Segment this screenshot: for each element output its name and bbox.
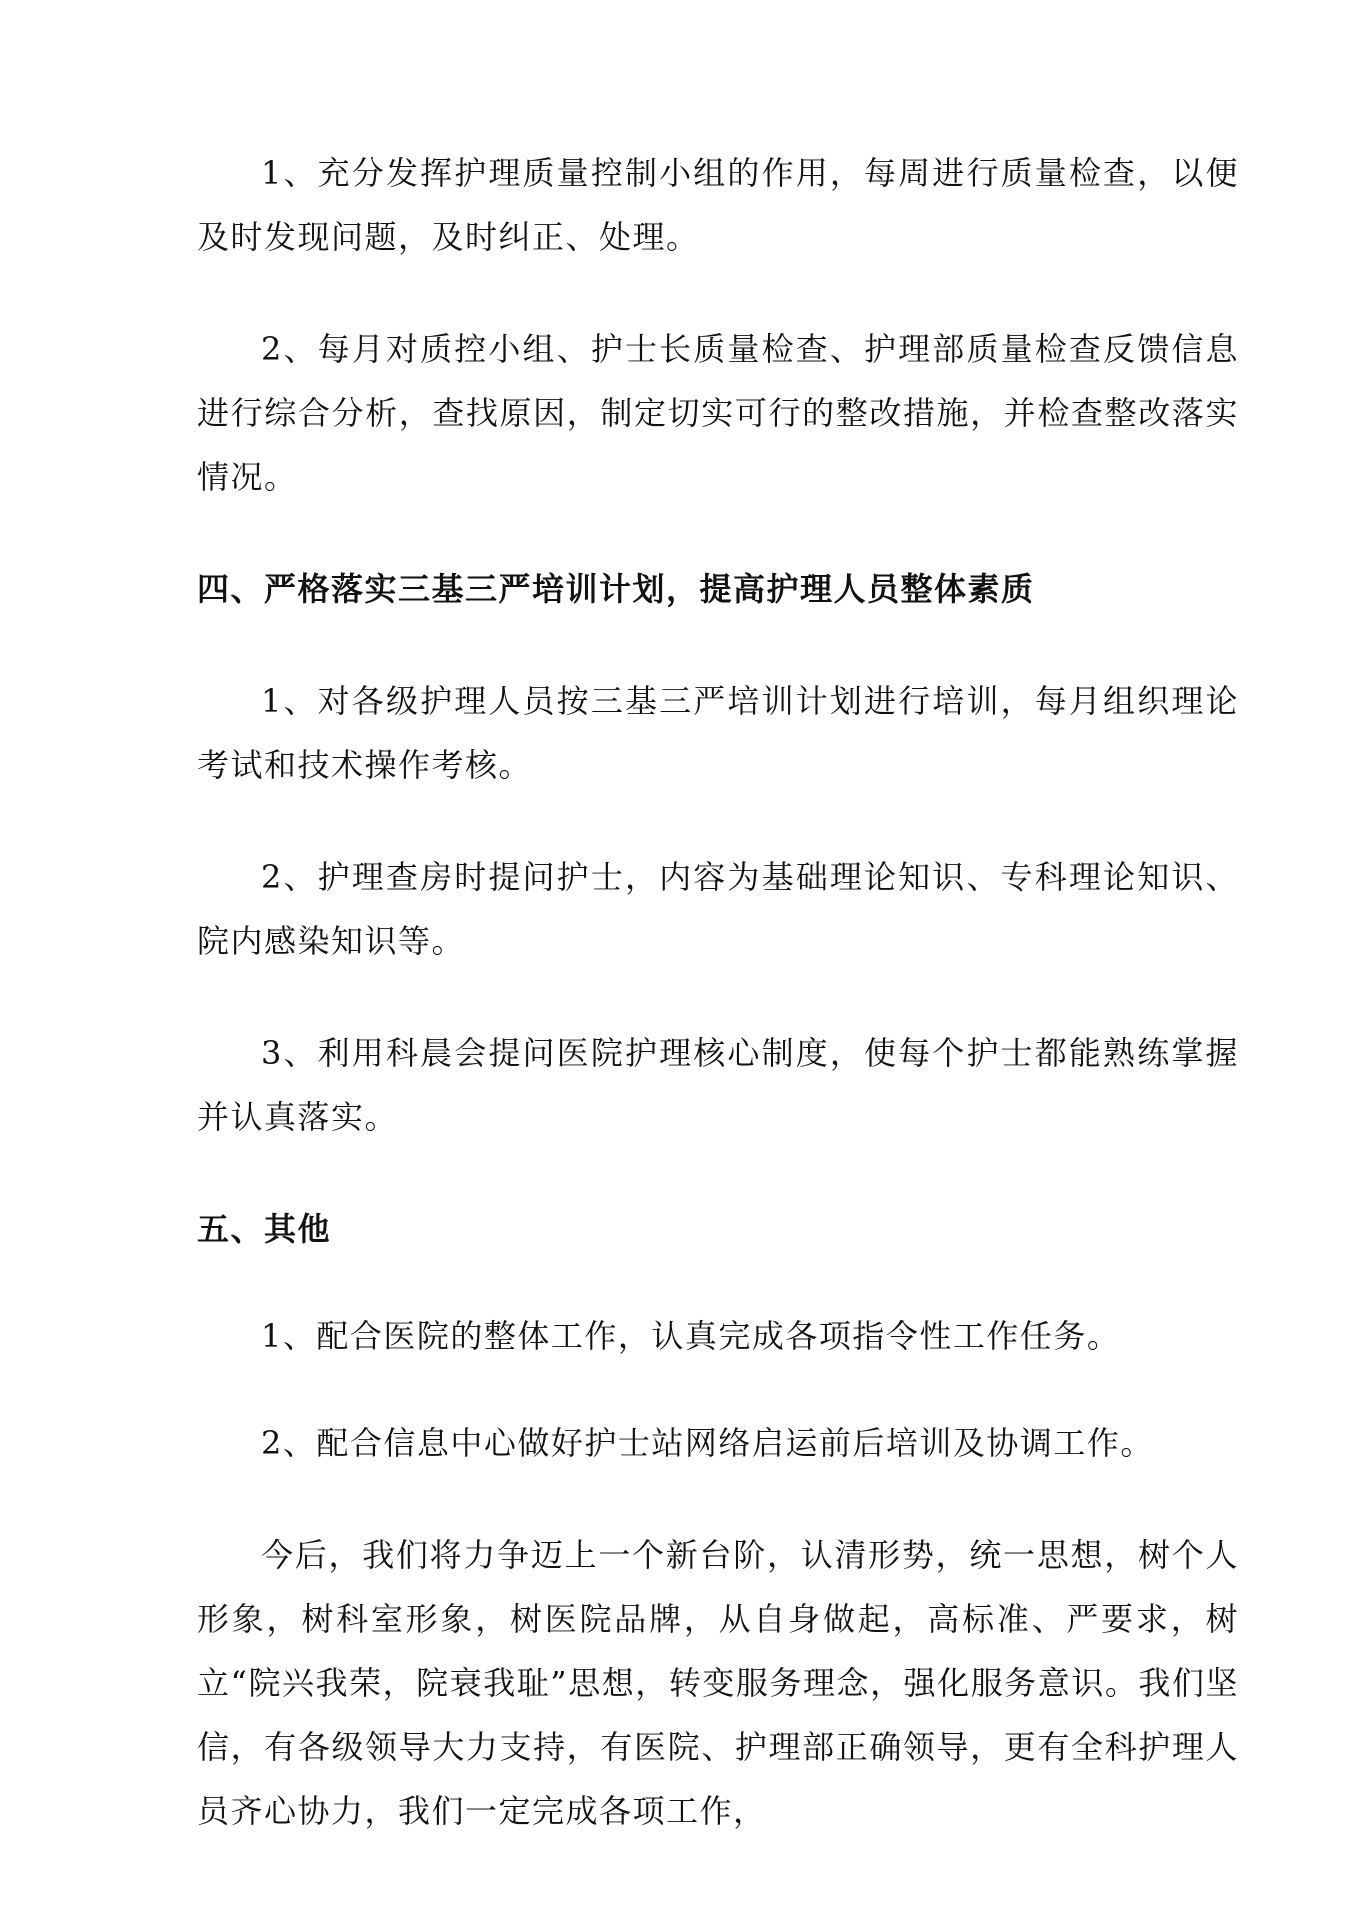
paragraph-quality-control-group: 1、充分发挥护理质量控制小组的作用，每周进行质量检查，以便及时发现问题，及时纠正、处理。 [197,154,1239,256]
paragraph-future-outlook: 今后，我们将力争迈上一个新台阶，认清形势，统一思想，树个人形象，树科室形象，树医院品牌，从自身做起，高标准、严要求，树立“院兴我荣，院衰我耻”思想，转变服务理念，强化服务意识。我们坚信，有各级领导大力支持，有医院、护理部正确领导，更有全科护理人员齐心协力，我们一定完成各项工作， [197,1536,1239,1830]
paragraph-info-center: 2、配合信息中心做好护士站网络启运前后培训及协调工作。 [261,1424,1154,1462]
section-heading-four: 四、严格落实三基三严培训计划，提高护理人员整体素质 [197,570,1035,608]
paragraph-hospital-cooperation: 1、配合医院的整体工作，认真完成各项指令性工作任务。 [261,1317,1121,1355]
paragraph-training-plan: 1、对各级护理人员按三基三严培训计划进行培训，每月组织理论考试和技术操作考核。 [197,682,1239,784]
section-heading-five: 五、其他 [197,1210,332,1248]
paragraph-monthly-analysis: 2、每月对质控小组、护士长质量检查、护理部质量检查反馈信息进行综合分析，查找原因，制定切实可行的整改措施，并检查整改落实情况。 [197,330,1239,496]
paragraph-morning-meeting: 3、利用科晨会提问医院护理核心制度，使每个护士都能熟练掌握并认真落实。 [197,1034,1239,1136]
document-body [197,141,1239,1843]
paragraph-ward-round-questions: 2、护理查房时提问护士，内容为基础理论知识、专科理论知识、院内感染知识等。 [197,858,1239,960]
